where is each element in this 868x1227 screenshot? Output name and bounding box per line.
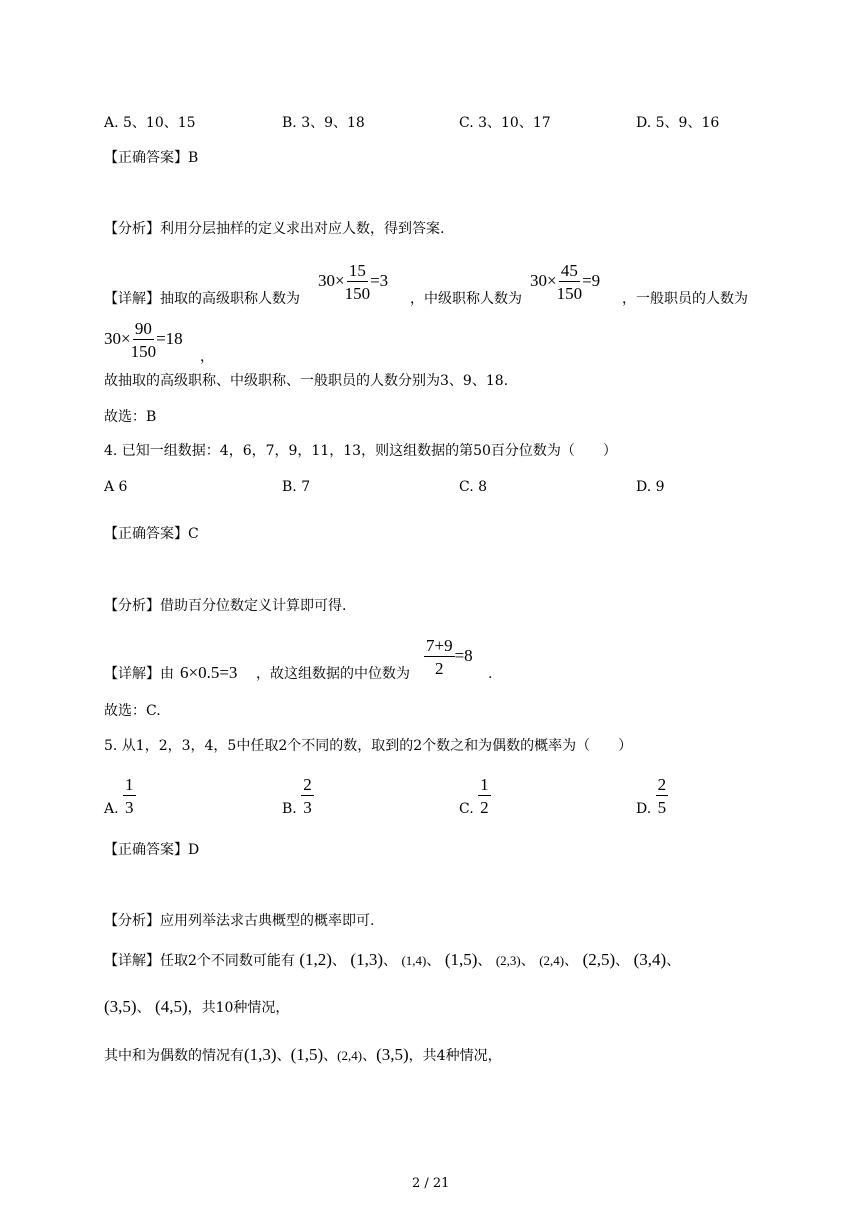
q3-f2-num: 45 [560,261,578,280]
q3-analysis: 【分析】利用分层抽样的定义求出对应人数，得到答案. [104,221,445,237]
q5-pair: (2,5) [582,950,616,969]
q4-formula [424,637,473,677]
q5-even-pair: (2,4) [337,1048,363,1063]
q3-f2-den: 150 [556,284,583,303]
q3-formula-1 [318,262,388,302]
q5-option-a-den: 3 [125,798,134,817]
q5-sep: 、 [362,1048,377,1064]
q5-option-c-label: C. [459,801,474,817]
q5-option-c-num: 1 [480,775,489,794]
q3-f3-tail: ， [200,349,214,365]
q5-sep: 、 [426,953,441,969]
q3-f3-pre: 30× [104,328,131,348]
q5-pair: (1,2) [299,950,332,969]
q5-option-b-num: 2 [303,775,312,794]
q3-option-b: B. 3、9、18 [282,115,365,131]
q3-detail-end: ，一般职员的人数为 [622,291,748,307]
q3-f1-num: 15 [348,261,366,280]
q5-pair: (2,4) [539,953,565,968]
page-number: 2 / 21 [412,1176,450,1191]
q5-option-a-num: 1 [125,775,134,794]
q4-analysis: 【分析】借助百分位数定义计算即可得. [104,598,347,614]
q3-formula-2 [530,262,600,302]
q5-pair: (2,3) [495,953,521,968]
q4-option-a: A 6 [104,479,128,495]
q5-sep: 、 [477,953,492,969]
q4-detail-mid: ，故这组数据的中位数为 [256,666,410,682]
q5-option-c [459,776,491,816]
q5-pair: (4,5) [155,997,188,1016]
q5-sep: 、 [276,1048,291,1064]
q3-option-d: D. 5、9、16 [636,115,720,131]
q5-option-b-label: B. [282,801,297,817]
q5-option-d-num: 2 [657,775,667,794]
q4-f-post: =8 [454,645,473,665]
q5-even-pair: (1,5) [290,1045,324,1064]
q5-sep: 、 [136,1000,151,1016]
q5-question: 5. 从1，2，3，4，5中任取2个不同的数，取到的2个数之和为偶数的概率为（ ） [104,738,633,754]
q5-answer: 【正确答案】D [104,842,200,858]
q5-option-b-den: 3 [303,798,312,817]
q4-expr: 6×0.5=3 [180,663,238,682]
q5-option-d [636,776,668,816]
q4-f-num: 7+9 [426,636,453,655]
q3-answer: 【正确答案】B [104,150,199,166]
q5-detail-line-3 [104,1046,502,1063]
q3-f1-post: =3 [370,270,389,290]
q3-conclusion: 故抽取的高级职称、中级职称、一般职员的人数分别为3、9、18. [104,373,509,389]
q5-detail-line-1 [104,951,680,968]
q5-even-pair: (3,5) [376,1045,409,1064]
q3-f2-pre: 30× [530,270,557,290]
q4-detail-end: . [488,666,493,682]
q4-detail-label: 【详解】由 [104,666,174,682]
q5-pair: (1,3) [350,950,383,969]
q4-choice: 故选：C. [104,703,161,719]
q4-answer: 【正确答案】C [104,526,199,542]
q3-detail-label: 【详解】抽取的高级职称人数为 [104,291,300,307]
q3-option-a: A. 5、10、15 [104,115,196,131]
q5-detail-line-2 [104,998,289,1015]
q4-option-c: C. 8 [459,479,488,495]
q4-option-b: B. 7 [282,479,311,495]
q3-formula-3 [104,320,183,360]
q3-f1-pre: 30× [318,270,345,290]
q5-pair: (1,4) [401,953,427,968]
q5-pair: (3,5) [104,997,137,1016]
q5-sep: 、 [520,953,535,969]
q5-line2-end: ，共10种情况， [187,1000,290,1016]
q5-option-b [282,776,314,816]
q3-f1-den: 150 [344,284,371,303]
q5-sep: 、 [323,1048,338,1064]
q5-sep: 、 [331,953,346,969]
q4-option-d: D. 9 [636,479,665,495]
q5-analysis: 【分析】应用列举法求古典概型的概率即可. [104,913,375,929]
q5-option-a [104,776,136,816]
q5-even-end: ，共4种情况， [408,1048,502,1064]
q5-sep: 、 [564,953,579,969]
q3-f3-num: 90 [134,319,152,338]
q5-sep: 、 [615,953,630,969]
q5-even-label: 其中和为偶数的情况有 [104,1048,244,1064]
q3-detail-mid: ，中级职称人数为 [410,291,522,307]
q3-f3-den: 150 [130,342,157,361]
q5-pair: (3,4) [633,950,667,969]
q4-question: 4. 已知一组数据：4，6，7，9，11，13，则这组数据的第50百分位数为（ ） [104,443,617,459]
q5-pair: (1,5) [444,950,478,969]
q5-sep: 、 [666,953,681,969]
q5-option-d-label: D. [636,801,652,817]
q5-option-a-label: A. [104,801,119,817]
q5-even-pair: (1,3) [244,1045,277,1064]
q4-f-den: 2 [435,659,444,678]
q5-option-d-den: 5 [657,798,667,817]
q3-choice: 故选：B [104,409,157,425]
q5-detail-label: 【详解】任取2个不同数可能有 [104,953,295,969]
q5-option-c-den: 2 [480,798,489,817]
q3-f2-post: =9 [582,270,601,290]
q3-option-c: C. 3、10、17 [459,115,551,131]
q5-sep: 、 [382,953,397,969]
q3-f3-post: =18 [156,328,183,348]
